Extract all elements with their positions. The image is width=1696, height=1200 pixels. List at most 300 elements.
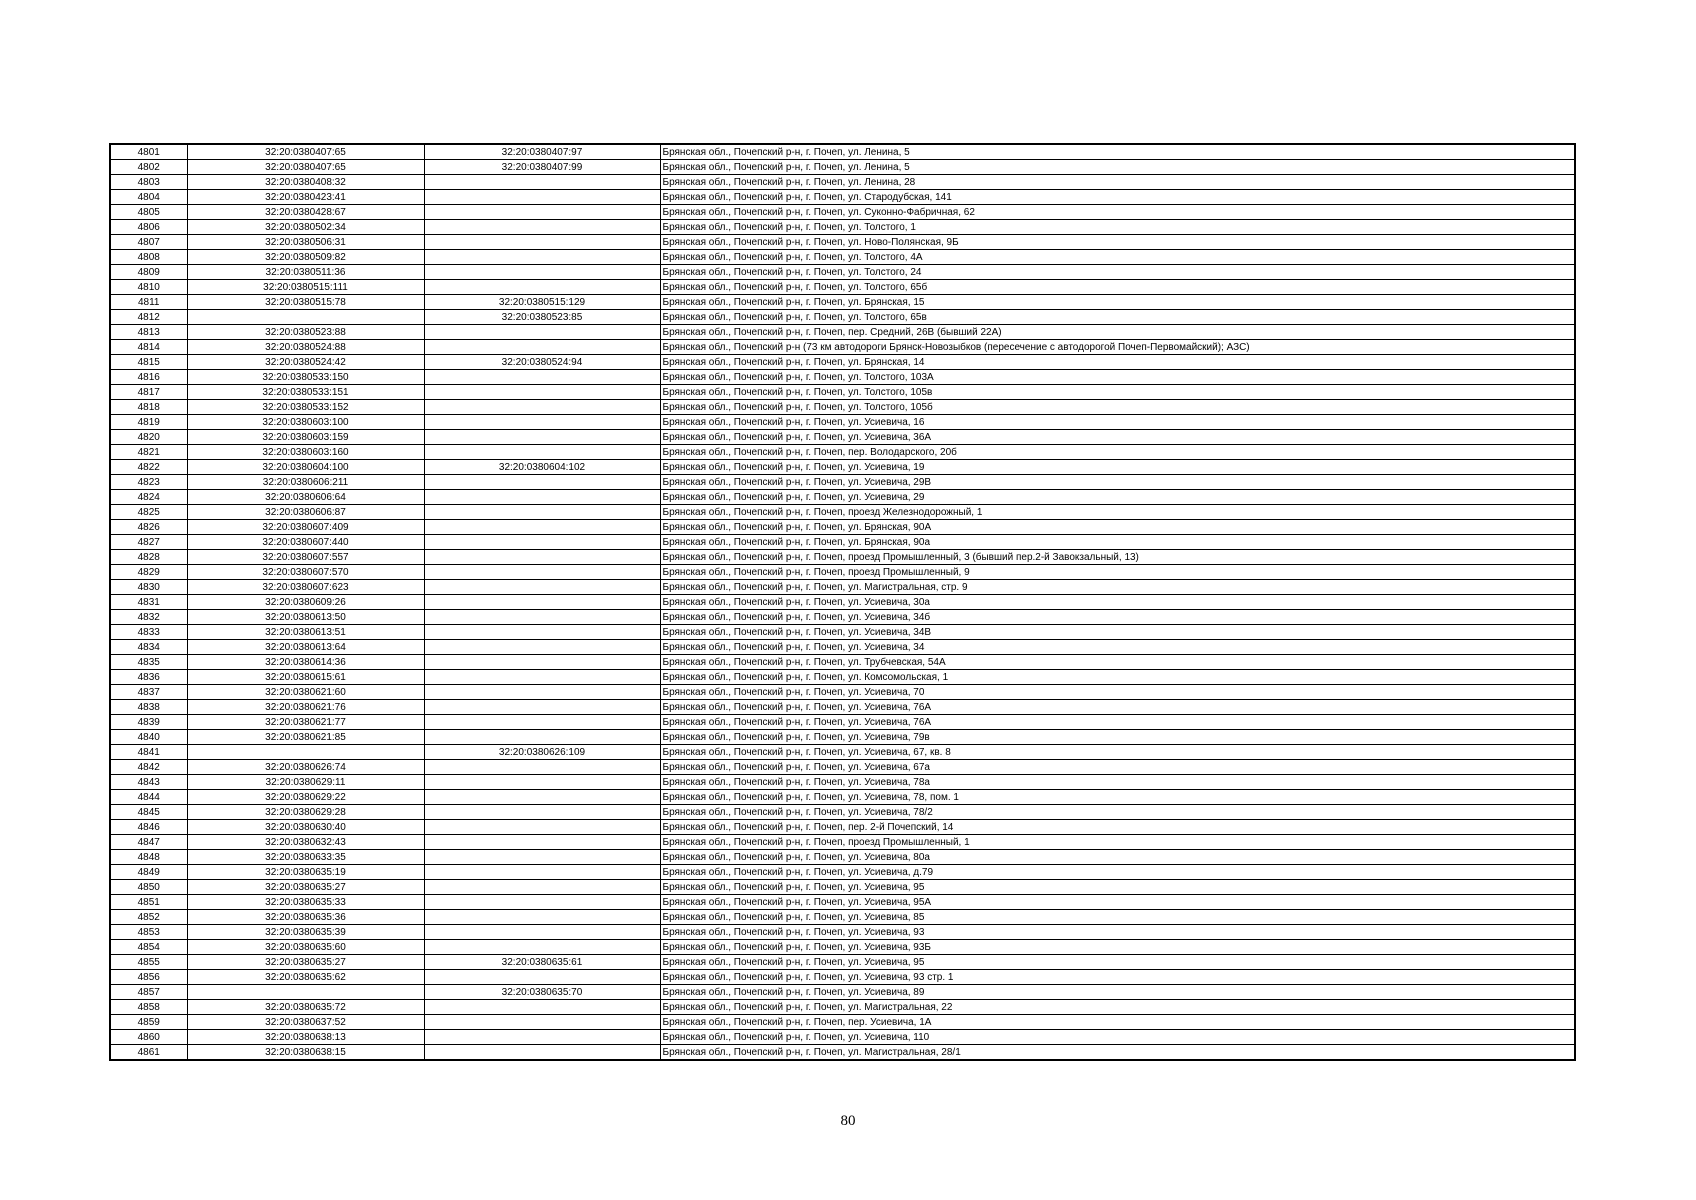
land-cadastral-number-cell: 32:20:0380533:152 <box>187 400 424 415</box>
address-cell: Брянская обл., Почепский р-н, г. Почеп, ул. Трубчевская, 54А <box>660 655 1575 670</box>
land-cadastral-number-cell: 32:20:0380533:151 <box>187 385 424 400</box>
building-cadastral-number-cell: 32:20:0380635:70 <box>424 985 660 1000</box>
row-number-cell: 4829 <box>110 565 187 580</box>
address-cell: Брянская обл., Почепский р-н, г. Почеп, ул. Усиевича, 19 <box>660 460 1575 475</box>
row-number-cell: 4841 <box>110 745 187 760</box>
land-cadastral-number-cell: 32:20:0380635:33 <box>187 895 424 910</box>
address-cell: Брянская обл., Почепский р-н, г. Почеп, пер. Володарского, 20б <box>660 445 1575 460</box>
address-cell: Брянская обл., Почепский р-н, г. Почеп, ул. Усиевича, 16 <box>660 415 1575 430</box>
row-number-cell: 4853 <box>110 925 187 940</box>
address-cell: Брянская обл., Почепский р-н, г. Почеп, ул. Толстого, 65в <box>660 310 1575 325</box>
table-row <box>110 985 1575 1000</box>
address-cell: Брянская обл., Почепский р-н, г. Почеп, ул. Усиевича, 80а <box>660 850 1575 865</box>
land-cadastral-number-cell: 32:20:0380511:36 <box>187 265 424 280</box>
land-cadastral-number-cell: 32:20:0380630:40 <box>187 820 424 835</box>
building-cadastral-number-cell <box>424 175 660 190</box>
building-cadastral-number-cell <box>424 1045 660 1061</box>
building-cadastral-number-cell <box>424 820 660 835</box>
land-cadastral-number-cell: 32:20:0380607:623 <box>187 580 424 595</box>
building-cadastral-number-cell <box>424 280 660 295</box>
address-cell: Брянская обл., Почепский р-н, г. Почеп, ул. Ново-Полянская, 9Б <box>660 235 1575 250</box>
building-cadastral-number-cell <box>424 1000 660 1015</box>
building-cadastral-number-cell: 32:20:0380407:99 <box>424 160 660 175</box>
table-row <box>110 790 1575 805</box>
address-cell: Брянская обл., Почепский р-н, г. Почеп, ул. Усиевича, 89 <box>660 985 1575 1000</box>
land-cadastral-number-cell: 32:20:0380635:62 <box>187 970 424 985</box>
building-cadastral-number-cell: 32:20:0380515:129 <box>424 295 660 310</box>
address-cell: Брянская обл., Почепский р-н, г. Почеп, ул. Магистральная, 22 <box>660 1000 1575 1015</box>
row-number-cell: 4807 <box>110 235 187 250</box>
land-cadastral-number-cell: 32:20:0380407:65 <box>187 144 424 160</box>
land-cadastral-number-cell: 32:20:0380615:61 <box>187 670 424 685</box>
document-page-content <box>109 143 1574 1061</box>
address-cell: Брянская обл., Почепский р-н, г. Почеп, ул. Усиевича, 95А <box>660 895 1575 910</box>
table-row <box>110 670 1575 685</box>
table-row <box>110 190 1575 205</box>
building-cadastral-number-cell <box>424 790 660 805</box>
address-cell: Брянская обл., Почепский р-н (73 км автодороги Брянск-Новозыбков (пересечение с автодорогой Почеп-Первомайский); АЗС) <box>660 340 1575 355</box>
table-row <box>110 700 1575 715</box>
building-cadastral-number-cell <box>424 910 660 925</box>
building-cadastral-number-cell <box>424 625 660 640</box>
building-cadastral-number-cell <box>424 1015 660 1030</box>
row-number-cell: 4845 <box>110 805 187 820</box>
row-number-cell: 4834 <box>110 640 187 655</box>
cadastral-registry-table <box>109 143 1576 1061</box>
table-row <box>110 144 1575 160</box>
land-cadastral-number-cell: 32:20:0380635:39 <box>187 925 424 940</box>
building-cadastral-number-cell <box>424 505 660 520</box>
row-number-cell: 4832 <box>110 610 187 625</box>
land-cadastral-number-cell: 32:20:0380613:51 <box>187 625 424 640</box>
row-number-cell: 4831 <box>110 595 187 610</box>
land-cadastral-number-cell: 32:20:0380613:50 <box>187 610 424 625</box>
address-cell: Брянская обл., Почепский р-н, г. Почеп, ул. Усиевича, 93 <box>660 925 1575 940</box>
row-number-cell: 4830 <box>110 580 187 595</box>
row-number-cell: 4827 <box>110 535 187 550</box>
building-cadastral-number-cell <box>424 475 660 490</box>
row-number-cell: 4861 <box>110 1045 187 1061</box>
address-cell: Брянская обл., Почепский р-н, г. Почеп, ул. Брянская, 15 <box>660 295 1575 310</box>
address-cell: Брянская обл., Почепский р-н, г. Почеп, ул. Магистральная, 28/1 <box>660 1045 1575 1061</box>
address-cell: Брянская обл., Почепский р-н, г. Почеп, ул. Усиевича, 29 <box>660 490 1575 505</box>
building-cadastral-number-cell: 32:20:0380604:102 <box>424 460 660 475</box>
building-cadastral-number-cell <box>424 265 660 280</box>
building-cadastral-number-cell <box>424 685 660 700</box>
address-cell: Брянская обл., Почепский р-н, г. Почеп, ул. Усиевича, 95 <box>660 880 1575 895</box>
address-cell: Брянская обл., Почепский р-н, г. Почеп, ул. Ленина, 28 <box>660 175 1575 190</box>
table-row <box>110 865 1575 880</box>
address-cell: Брянская обл., Почепский р-н, г. Почеп, ул. Толстого, 1 <box>660 220 1575 235</box>
row-number-cell: 4856 <box>110 970 187 985</box>
building-cadastral-number-cell <box>424 550 660 565</box>
row-number-cell: 4818 <box>110 400 187 415</box>
land-cadastral-number-cell: 32:20:0380604:100 <box>187 460 424 475</box>
address-cell: Брянская обл., Почепский р-н, г. Почеп, ул. Ленина, 5 <box>660 144 1575 160</box>
row-number-cell: 4803 <box>110 175 187 190</box>
address-cell: Брянская обл., Почепский р-н, г. Почеп, проезд Промышленный, 9 <box>660 565 1575 580</box>
building-cadastral-number-cell: 32:20:0380626:109 <box>424 745 660 760</box>
table-row <box>110 625 1575 640</box>
table-row <box>110 295 1575 310</box>
building-cadastral-number-cell <box>424 640 660 655</box>
building-cadastral-number-cell <box>424 415 660 430</box>
table-row <box>110 850 1575 865</box>
table-row <box>110 400 1575 415</box>
land-cadastral-number-cell: 32:20:0380533:150 <box>187 370 424 385</box>
address-cell: Брянская обл., Почепский р-н, г. Почеп, ул. Усиевича, 78а <box>660 775 1575 790</box>
land-cadastral-number-cell: 32:20:0380607:557 <box>187 550 424 565</box>
address-cell: Брянская обл., Почепский р-н, г. Почеп, ул. Толстого, 24 <box>660 265 1575 280</box>
building-cadastral-number-cell <box>424 235 660 250</box>
land-cadastral-number-cell: 32:20:0380603:100 <box>187 415 424 430</box>
row-number-cell: 4840 <box>110 730 187 745</box>
address-cell: Брянская обл., Почепский р-н, г. Почеп, ул. Усиевича, 34б <box>660 610 1575 625</box>
table-row <box>110 535 1575 550</box>
building-cadastral-number-cell <box>424 925 660 940</box>
address-cell: Брянская обл., Почепский р-н, г. Почеп, ул. Усиевича, 34В <box>660 625 1575 640</box>
building-cadastral-number-cell <box>424 670 660 685</box>
land-cadastral-number-cell: 32:20:0380621:77 <box>187 715 424 730</box>
building-cadastral-number-cell <box>424 520 660 535</box>
table-row <box>110 370 1575 385</box>
address-cell: Брянская обл., Почепский р-н, г. Почеп, ул. Усиевича, д.79 <box>660 865 1575 880</box>
building-cadastral-number-cell: 32:20:0380523:85 <box>424 310 660 325</box>
land-cadastral-number-cell: 32:20:0380635:72 <box>187 1000 424 1015</box>
table-row <box>110 340 1575 355</box>
land-cadastral-number-cell <box>187 310 424 325</box>
land-cadastral-number-cell: 32:20:0380607:570 <box>187 565 424 580</box>
row-number-cell: 4822 <box>110 460 187 475</box>
row-number-cell: 4837 <box>110 685 187 700</box>
address-cell: Брянская обл., Почепский р-н, г. Почеп, ул. Толстого, 4А <box>660 250 1575 265</box>
land-cadastral-number-cell: 32:20:0380524:42 <box>187 355 424 370</box>
building-cadastral-number-cell <box>424 595 660 610</box>
row-number-cell: 4809 <box>110 265 187 280</box>
row-number-cell: 4802 <box>110 160 187 175</box>
row-number-cell: 4847 <box>110 835 187 850</box>
land-cadastral-number-cell: 32:20:0380621:60 <box>187 685 424 700</box>
row-number-cell: 4850 <box>110 880 187 895</box>
row-number-cell: 4811 <box>110 295 187 310</box>
land-cadastral-number-cell: 32:20:0380509:82 <box>187 250 424 265</box>
land-cadastral-number-cell: 32:20:0380614:36 <box>187 655 424 670</box>
building-cadastral-number-cell <box>424 655 660 670</box>
table-row <box>110 430 1575 445</box>
building-cadastral-number-cell <box>424 835 660 850</box>
table-row <box>110 685 1575 700</box>
row-number-cell: 4804 <box>110 190 187 205</box>
address-cell: Брянская обл., Почепский р-н, г. Почеп, ул. Усиевича, 79в <box>660 730 1575 745</box>
address-cell: Брянская обл., Почепский р-н, г. Почеп, ул. Усиевича, 93Б <box>660 940 1575 955</box>
address-cell: Брянская обл., Почепский р-н, г. Почеп, пер. 2-й Почепский, 14 <box>660 820 1575 835</box>
land-cadastral-number-cell: 32:20:0380407:65 <box>187 160 424 175</box>
building-cadastral-number-cell <box>424 1030 660 1045</box>
table-row <box>110 805 1575 820</box>
address-cell: Брянская обл., Почепский р-н, г. Почеп, ул. Толстого, 105в <box>660 385 1575 400</box>
row-number-cell: 4855 <box>110 955 187 970</box>
table-row <box>110 715 1575 730</box>
address-cell: Брянская обл., Почепский р-н, г. Почеп, ул. Усиевича, 34 <box>660 640 1575 655</box>
address-cell: Брянская обл., Почепский р-н, г. Почеп, ул. Усиевича, 85 <box>660 910 1575 925</box>
land-cadastral-number-cell: 32:20:0380606:211 <box>187 475 424 490</box>
row-number-cell: 4813 <box>110 325 187 340</box>
address-cell: Брянская обл., Почепский р-н, г. Почеп, пер. Средний, 26В (бывший 22А) <box>660 325 1575 340</box>
land-cadastral-number-cell: 32:20:0380613:64 <box>187 640 424 655</box>
land-cadastral-number-cell: 32:20:0380621:76 <box>187 700 424 715</box>
row-number-cell: 4846 <box>110 820 187 835</box>
address-cell: Брянская обл., Почепский р-н, г. Почеп, ул. Толстого, 65б <box>660 280 1575 295</box>
table-row <box>110 250 1575 265</box>
address-cell: Брянская обл., Почепский р-н, г. Почеп, ул. Толстого, 103А <box>660 370 1575 385</box>
table-row <box>110 760 1575 775</box>
land-cadastral-number-cell: 32:20:0380515:111 <box>187 280 424 295</box>
address-cell: Брянская обл., Почепский р-н, г. Почеп, ул. Усиевича, 67а <box>660 760 1575 775</box>
building-cadastral-number-cell <box>424 250 660 265</box>
table-row <box>110 265 1575 280</box>
row-number-cell: 4806 <box>110 220 187 235</box>
row-number-cell: 4857 <box>110 985 187 1000</box>
row-number-cell: 4838 <box>110 700 187 715</box>
table-row <box>110 235 1575 250</box>
row-number-cell: 4815 <box>110 355 187 370</box>
land-cadastral-number-cell: 32:20:0380423:41 <box>187 190 424 205</box>
building-cadastral-number-cell <box>424 715 660 730</box>
address-cell: Брянская обл., Почепский р-н, г. Почеп, ул. Усиевича, 29В <box>660 475 1575 490</box>
land-cadastral-number-cell: 32:20:0380606:87 <box>187 505 424 520</box>
address-cell: Брянская обл., Почепский р-н, г. Почеп, ул. Брянская, 14 <box>660 355 1575 370</box>
land-cadastral-number-cell: 32:20:0380633:35 <box>187 850 424 865</box>
row-number-cell: 4828 <box>110 550 187 565</box>
table-row <box>110 910 1575 925</box>
table-row <box>110 730 1575 745</box>
building-cadastral-number-cell <box>424 940 660 955</box>
building-cadastral-number-cell: 32:20:0380407:97 <box>424 144 660 160</box>
row-number-cell: 4808 <box>110 250 187 265</box>
land-cadastral-number-cell: 32:20:0380635:27 <box>187 880 424 895</box>
row-number-cell: 4833 <box>110 625 187 640</box>
table-row <box>110 1015 1575 1030</box>
address-cell: Брянская обл., Почепский р-н, г. Почеп, ул. Усиевича, 95 <box>660 955 1575 970</box>
address-cell: Брянская обл., Почепский р-н, г. Почеп, ул. Магистральная, стр. 9 <box>660 580 1575 595</box>
table-row <box>110 550 1575 565</box>
building-cadastral-number-cell: 32:20:0380524:94 <box>424 355 660 370</box>
address-cell: Брянская обл., Почепский р-н, г. Почеп, ул. Суконно-Фабричная, 62 <box>660 205 1575 220</box>
land-cadastral-number-cell: 32:20:0380626:74 <box>187 760 424 775</box>
table-row <box>110 655 1575 670</box>
row-number-cell: 4801 <box>110 144 187 160</box>
table-row <box>110 355 1575 370</box>
building-cadastral-number-cell <box>424 205 660 220</box>
table-row <box>110 385 1575 400</box>
building-cadastral-number-cell <box>424 190 660 205</box>
building-cadastral-number-cell <box>424 385 660 400</box>
row-number-cell: 4852 <box>110 910 187 925</box>
land-cadastral-number-cell: 32:20:0380629:11 <box>187 775 424 790</box>
building-cadastral-number-cell <box>424 490 660 505</box>
address-cell: Брянская обл., Почепский р-н, г. Почеп, ул. Усиевича, 76А <box>660 700 1575 715</box>
land-cadastral-number-cell: 32:20:0380638:13 <box>187 1030 424 1045</box>
row-number-cell: 4854 <box>110 940 187 955</box>
table-row <box>110 1030 1575 1045</box>
land-cadastral-number-cell: 32:20:0380635:60 <box>187 940 424 955</box>
table-row <box>110 205 1575 220</box>
table-row <box>110 460 1575 475</box>
row-number-cell: 4812 <box>110 310 187 325</box>
building-cadastral-number-cell: 32:20:0380635:61 <box>424 955 660 970</box>
row-number-cell: 4817 <box>110 385 187 400</box>
table-row <box>110 310 1575 325</box>
address-cell: Брянская обл., Почепский р-н, г. Почеп, ул. Брянская, 90А <box>660 520 1575 535</box>
address-cell: Брянская обл., Почепский р-н, г. Почеп, ул. Усиевича, 78/2 <box>660 805 1575 820</box>
row-number-cell: 4820 <box>110 430 187 445</box>
table-row <box>110 280 1575 295</box>
building-cadastral-number-cell <box>424 700 660 715</box>
row-number-cell: 4805 <box>110 205 187 220</box>
land-cadastral-number-cell: 32:20:0380635:27 <box>187 955 424 970</box>
land-cadastral-number-cell: 32:20:0380515:78 <box>187 295 424 310</box>
building-cadastral-number-cell <box>424 760 660 775</box>
address-cell: Брянская обл., Почепский р-н, г. Почеп, ул. Усиевича, 70 <box>660 685 1575 700</box>
row-number-cell: 4819 <box>110 415 187 430</box>
row-number-cell: 4858 <box>110 1000 187 1015</box>
building-cadastral-number-cell <box>424 775 660 790</box>
row-number-cell: 4836 <box>110 670 187 685</box>
building-cadastral-number-cell <box>424 880 660 895</box>
address-cell: Брянская обл., Почепский р-н, г. Почеп, ул. Усиевича, 67, кв. 8 <box>660 745 1575 760</box>
land-cadastral-number-cell: 32:20:0380523:88 <box>187 325 424 340</box>
building-cadastral-number-cell <box>424 535 660 550</box>
table-row <box>110 640 1575 655</box>
land-cadastral-number-cell: 32:20:0380632:43 <box>187 835 424 850</box>
building-cadastral-number-cell <box>424 430 660 445</box>
table-row <box>110 895 1575 910</box>
row-number-cell: 4835 <box>110 655 187 670</box>
table-row <box>110 1000 1575 1015</box>
building-cadastral-number-cell <box>424 445 660 460</box>
table-row <box>110 775 1575 790</box>
land-cadastral-number-cell: 32:20:0380502:34 <box>187 220 424 235</box>
address-cell: Брянская обл., Почепский р-н, г. Почеп, ул. Усиевича, 93 стр. 1 <box>660 970 1575 985</box>
address-cell: Брянская обл., Почепский р-н, г. Почеп, ул. Усиевича, 76А <box>660 715 1575 730</box>
land-cadastral-number-cell: 32:20:0380607:409 <box>187 520 424 535</box>
page-number: 80 <box>840 1113 856 1129</box>
building-cadastral-number-cell <box>424 895 660 910</box>
address-cell: Брянская обл., Почепский р-н, г. Почеп, ул. Комсомольская, 1 <box>660 670 1575 685</box>
table-row <box>110 580 1575 595</box>
table-row <box>110 505 1575 520</box>
row-number-cell: 4851 <box>110 895 187 910</box>
building-cadastral-number-cell <box>424 370 660 385</box>
table-row <box>110 565 1575 580</box>
table-row <box>110 835 1575 850</box>
table-row <box>110 1045 1575 1061</box>
address-cell: Брянская обл., Почепский р-н, г. Почеп, ул. Стародубская, 141 <box>660 190 1575 205</box>
table-row <box>110 940 1575 955</box>
land-cadastral-number-cell: 32:20:0380635:19 <box>187 865 424 880</box>
address-cell: Брянская обл., Почепский р-н, г. Почеп, ул. Усиевича, 110 <box>660 1030 1575 1045</box>
row-number-cell: 4810 <box>110 280 187 295</box>
building-cadastral-number-cell <box>424 610 660 625</box>
address-cell: Брянская обл., Почепский р-н, г. Почеп, ул. Брянская, 90а <box>660 535 1575 550</box>
address-cell: Брянская обл., Почепский р-н, г. Почеп, ул. Ленина, 5 <box>660 160 1575 175</box>
land-cadastral-number-cell: 32:20:0380506:31 <box>187 235 424 250</box>
land-cadastral-number-cell: 32:20:0380606:64 <box>187 490 424 505</box>
land-cadastral-number-cell: 32:20:0380637:52 <box>187 1015 424 1030</box>
table-row <box>110 415 1575 430</box>
land-cadastral-number-cell: 32:20:0380603:160 <box>187 445 424 460</box>
table-row <box>110 955 1575 970</box>
table-row <box>110 745 1575 760</box>
row-number-cell: 4825 <box>110 505 187 520</box>
row-number-cell: 4821 <box>110 445 187 460</box>
table-row <box>110 595 1575 610</box>
land-cadastral-number-cell: 32:20:0380524:88 <box>187 340 424 355</box>
building-cadastral-number-cell <box>424 565 660 580</box>
row-number-cell: 4843 <box>110 775 187 790</box>
building-cadastral-number-cell <box>424 970 660 985</box>
table-row <box>110 325 1575 340</box>
table-row <box>110 490 1575 505</box>
table-row <box>110 475 1575 490</box>
table-row <box>110 175 1575 190</box>
building-cadastral-number-cell <box>424 400 660 415</box>
land-cadastral-number-cell: 32:20:0380609:26 <box>187 595 424 610</box>
table-row <box>110 820 1575 835</box>
building-cadastral-number-cell <box>424 325 660 340</box>
land-cadastral-number-cell: 32:20:0380635:36 <box>187 910 424 925</box>
row-number-cell: 4844 <box>110 790 187 805</box>
building-cadastral-number-cell <box>424 805 660 820</box>
land-cadastral-number-cell <box>187 745 424 760</box>
table-row <box>110 445 1575 460</box>
land-cadastral-number-cell: 32:20:0380638:15 <box>187 1045 424 1061</box>
building-cadastral-number-cell <box>424 730 660 745</box>
address-cell: Брянская обл., Почепский р-н, г. Почеп, проезд Промышленный, 3 (бывший пер.2-й Завокзальный, 13) <box>660 550 1575 565</box>
row-number-cell: 4859 <box>110 1015 187 1030</box>
row-number-cell: 4842 <box>110 760 187 775</box>
table-row <box>110 610 1575 625</box>
registry-table-body <box>110 144 1575 1060</box>
table-row <box>110 880 1575 895</box>
land-cadastral-number-cell: 32:20:0380621:85 <box>187 730 424 745</box>
building-cadastral-number-cell <box>424 865 660 880</box>
land-cadastral-number-cell: 32:20:0380629:28 <box>187 805 424 820</box>
address-cell: Брянская обл., Почепский р-н, г. Почеп, проезд Железнодорожный, 1 <box>660 505 1575 520</box>
land-cadastral-number-cell: 32:20:0380607:440 <box>187 535 424 550</box>
table-row <box>110 970 1575 985</box>
building-cadastral-number-cell <box>424 580 660 595</box>
land-cadastral-number-cell: 32:20:0380408:32 <box>187 175 424 190</box>
address-cell: Брянская обл., Почепский р-н, г. Почеп, ул. Усиевича, 78, пом. 1 <box>660 790 1575 805</box>
row-number-cell: 4848 <box>110 850 187 865</box>
row-number-cell: 4826 <box>110 520 187 535</box>
table-row <box>110 220 1575 235</box>
row-number-cell: 4860 <box>110 1030 187 1045</box>
land-cadastral-number-cell: 32:20:0380629:22 <box>187 790 424 805</box>
land-cadastral-number-cell: 32:20:0380603:159 <box>187 430 424 445</box>
row-number-cell: 4816 <box>110 370 187 385</box>
address-cell: Брянская обл., Почепский р-н, г. Почеп, ул. Усиевича, 36А <box>660 430 1575 445</box>
row-number-cell: 4849 <box>110 865 187 880</box>
table-row <box>110 160 1575 175</box>
row-number-cell: 4814 <box>110 340 187 355</box>
address-cell: Брянская обл., Почепский р-н, г. Почеп, проезд Промышленный, 1 <box>660 835 1575 850</box>
table-row <box>110 520 1575 535</box>
building-cadastral-number-cell <box>424 340 660 355</box>
building-cadastral-number-cell <box>424 850 660 865</box>
table-row <box>110 925 1575 940</box>
